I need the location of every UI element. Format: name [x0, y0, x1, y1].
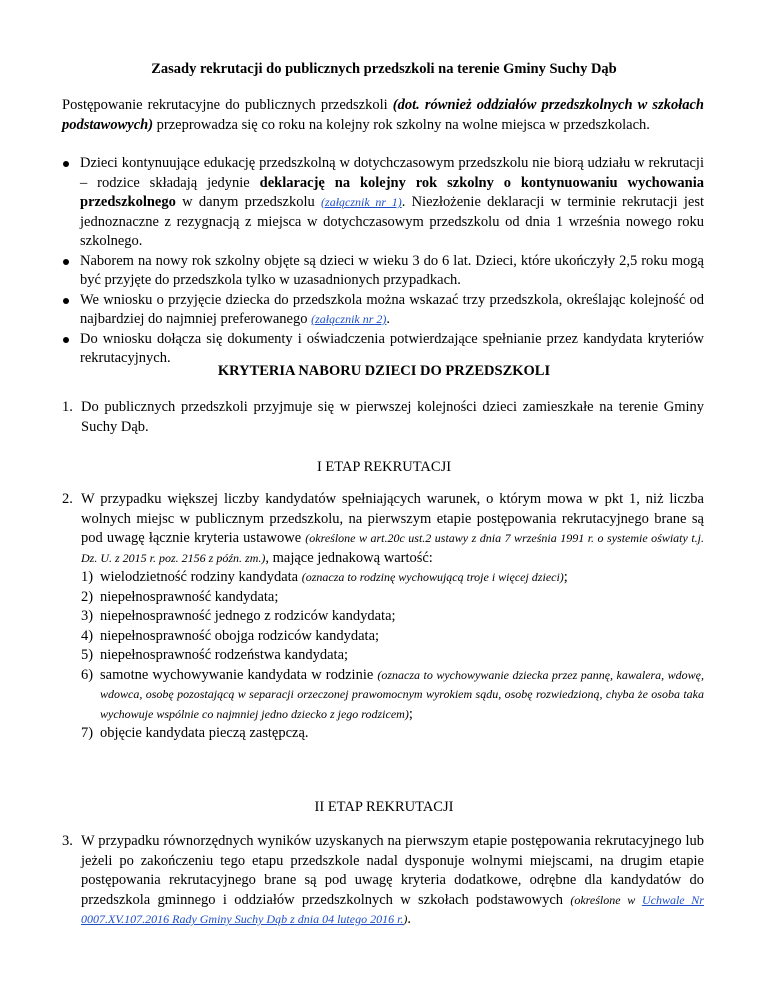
statutory-criteria-list — [62, 568, 704, 744]
resolution-link[interactable]: Uchwale Nr 0007.XV.107.2016 Rady Gminy Suchy Dąb z dnia 04 lutego 2016 r. — [81, 892, 704, 926]
rules-list — [62, 154, 704, 369]
list-item: 4) niepełnosprawność obojga rodziców kandydata; — [81, 627, 380, 644]
attachment-2-link[interactable]: (załącznik nr 2) — [311, 312, 387, 326]
page-title: Zasady rekrutacji do publicznych przedszkoli na terenie Gminy Suchy Dąb — [151, 61, 617, 77]
list-item: Do wniosku dołącza się dokumenty i oświadczenia potwierdzające spełnianie przez kandydata kryteriów rekrutacyjnych. — [62, 330, 704, 369]
list-item: We wniosku o przyjęcie dziecka do przedszkola można wskazać trzy przedszkola, określając kolejność od najbardziej do najmniej preferowanego (załącznik nr 2). — [62, 291, 704, 330]
bullet-icon — [63, 161, 69, 167]
bullet-icon — [63, 259, 69, 265]
list-item: Dzieci kontynuujące edukację przedszkolną w dotychczasowym przedszkolu nie biorą udziału w rekrutacji – rodzice składają jedynie deklarację na kolejny rok szkolny o kontynuowaniu wychowania przedszkolnego w danym przedszkolu (załącznik nr 1). Niezłożenie deklaracji w terminie rekrutacji jest jednoznaczne z rezygnacją z miejsca w dotychczasowym przedszkolu od dnia 1 września nowego roku szkolnego. — [62, 154, 704, 252]
list-item: 6) samotne wychowywanie kandydata w rodzinie (oznacza to wychowywanie dziecka przez pannę, kawalera, wdowę, wdowca, osobę pozostającą w separacji orzeczonej prawomocnym wyrokiem sądu, osobę rozwiedzioną, chyba że osoba taka wychowuje wspólnie co najmniej jedno dziecko z jego rodzicem); — [81, 666, 704, 722]
intro-paragraph — [62, 96, 704, 135]
list-item: 2) niepełnosprawność kandydata; — [81, 588, 279, 605]
list-item: 3) niepełnosprawność jednego z rodziców kandydata; — [81, 608, 396, 624]
criteria-item-3: 3. W przypadku równorzędnych wyników uzyskanych na pierwszym etapie postępowania rekrutacyjnego lub jeżeli po zakończeniu tego etapu przedszkole nadal dysponuje wolnymi miejscami, na drugim etapie postępowania rekrutacyjnego brane są pod uwagę kryteria dodatkowe, odrębne dla kandydatów do przedszkola gminnego i oddziałów przedszkolnych w szkołach podstawowych (określone w Uchwale Nr 0007.XV.107.2016 Rady Gminy Suchy Dąb z dnia 04 lutego 2016 r.). — [62, 833, 704, 927]
list-item: 1) wielodzietność rodziny kandydata (oznacza to rodzinę wychowującą troje i więcej dzieci); — [81, 569, 568, 585]
intro-text-end: przeprowadza się co roku na kolejny rok szkolny na wolne miejsca w przedszkolach. — [153, 116, 650, 133]
list-item: 7) objęcie kandydata pieczą zastępczą. — [81, 725, 309, 741]
intro-emphasis: (dot. również oddziałów przedszkolnych w szkołach podstawowych) — [62, 97, 704, 133]
bullet-icon — [63, 337, 69, 343]
attachment-1-link[interactable]: (załącznik nr 1) — [321, 195, 402, 209]
stage-1-heading: I ETAP REKRUTACJI — [316, 459, 452, 475]
criteria-item-2: 2. W przypadku większej liczby kandydatów spełniających warunek, o którym mowa w pkt 1, niż liczba wolnych miejsc w publicznym przedszkolu, na pierwszym etapie postępowania rekrutacyjnego brane są pod uwagę łącznie kryteria ustawowe (określone w art.20c ust.2 ustawy z dnia 7 września 1991 r. o systemie oświaty t.j. Dz. U. z 2015 r. poz. 2156 z późn. zm.), mające jednakową wartość: 1) wielodzietność rodziny kandydata (oznacza to rodzinę wychowującą troje i więcej dzieci); 2) niepełnosprawność kandydata; 3) niepełnosprawność jednego z rodziców kandydata; 4) niepełnosprawność obojga rodziców kandydata; 5) niepełnosprawność rodzeństwa kandydata; 6) samotne wychowywanie kandydata w rodzinie (oznacza to wychowywanie dziecka przez pannę, kawalera, wdowę, wdowca, osobę pozostającą w separacji orzeczonej prawomocnym wyrokiem sądu, osobę rozwiedzioną, chyba że osoba taka wychowuje wspólnie co najmniej jedno dziecko z jego rodzicem); 7) objęcie kandydata pieczą zastępczą. — [62, 490, 704, 744]
criteria-item-1: 1. Do publicznych przedszkoli przyjmuje się w pierwszej kolejności dzieci zamieszkałe na terenie Gminy Suchy Dąb. — [62, 399, 704, 435]
list-item: Naborem na nowy rok szkolny objęte są dzieci w wieku 3 do 6 lat. Dzieci, które ukończyły 2,5 roku mogą być przyjęte do przedszkola tylko w uzasadnionych przypadkach. — [62, 252, 704, 291]
stage-2-heading: II ETAP REKRUTACJI — [314, 799, 454, 815]
list-item: 5) niepełnosprawność rodzeństwa kandydata; — [81, 647, 349, 663]
criteria-heading: KRYTERIA NABORU DZIECI DO PRZEDSZKOLI — [217, 363, 551, 379]
declaration-emphasis: deklarację na kolejny rok szkolny o kontynuowaniu wychowania przedszkolnego — [80, 174, 705, 210]
intro-text: Postępowanie rekrutacyjne do publicznych przedszkoli — [62, 97, 393, 113]
statute-reference: (określone w art.20c ust.2 ustawy z dnia 7 września 1991 r. o systemie oświaty t.j. Dz. U. z 2015 r. poz. 2156 z późn. zm.) — [81, 531, 704, 565]
bullet-icon — [63, 298, 69, 304]
